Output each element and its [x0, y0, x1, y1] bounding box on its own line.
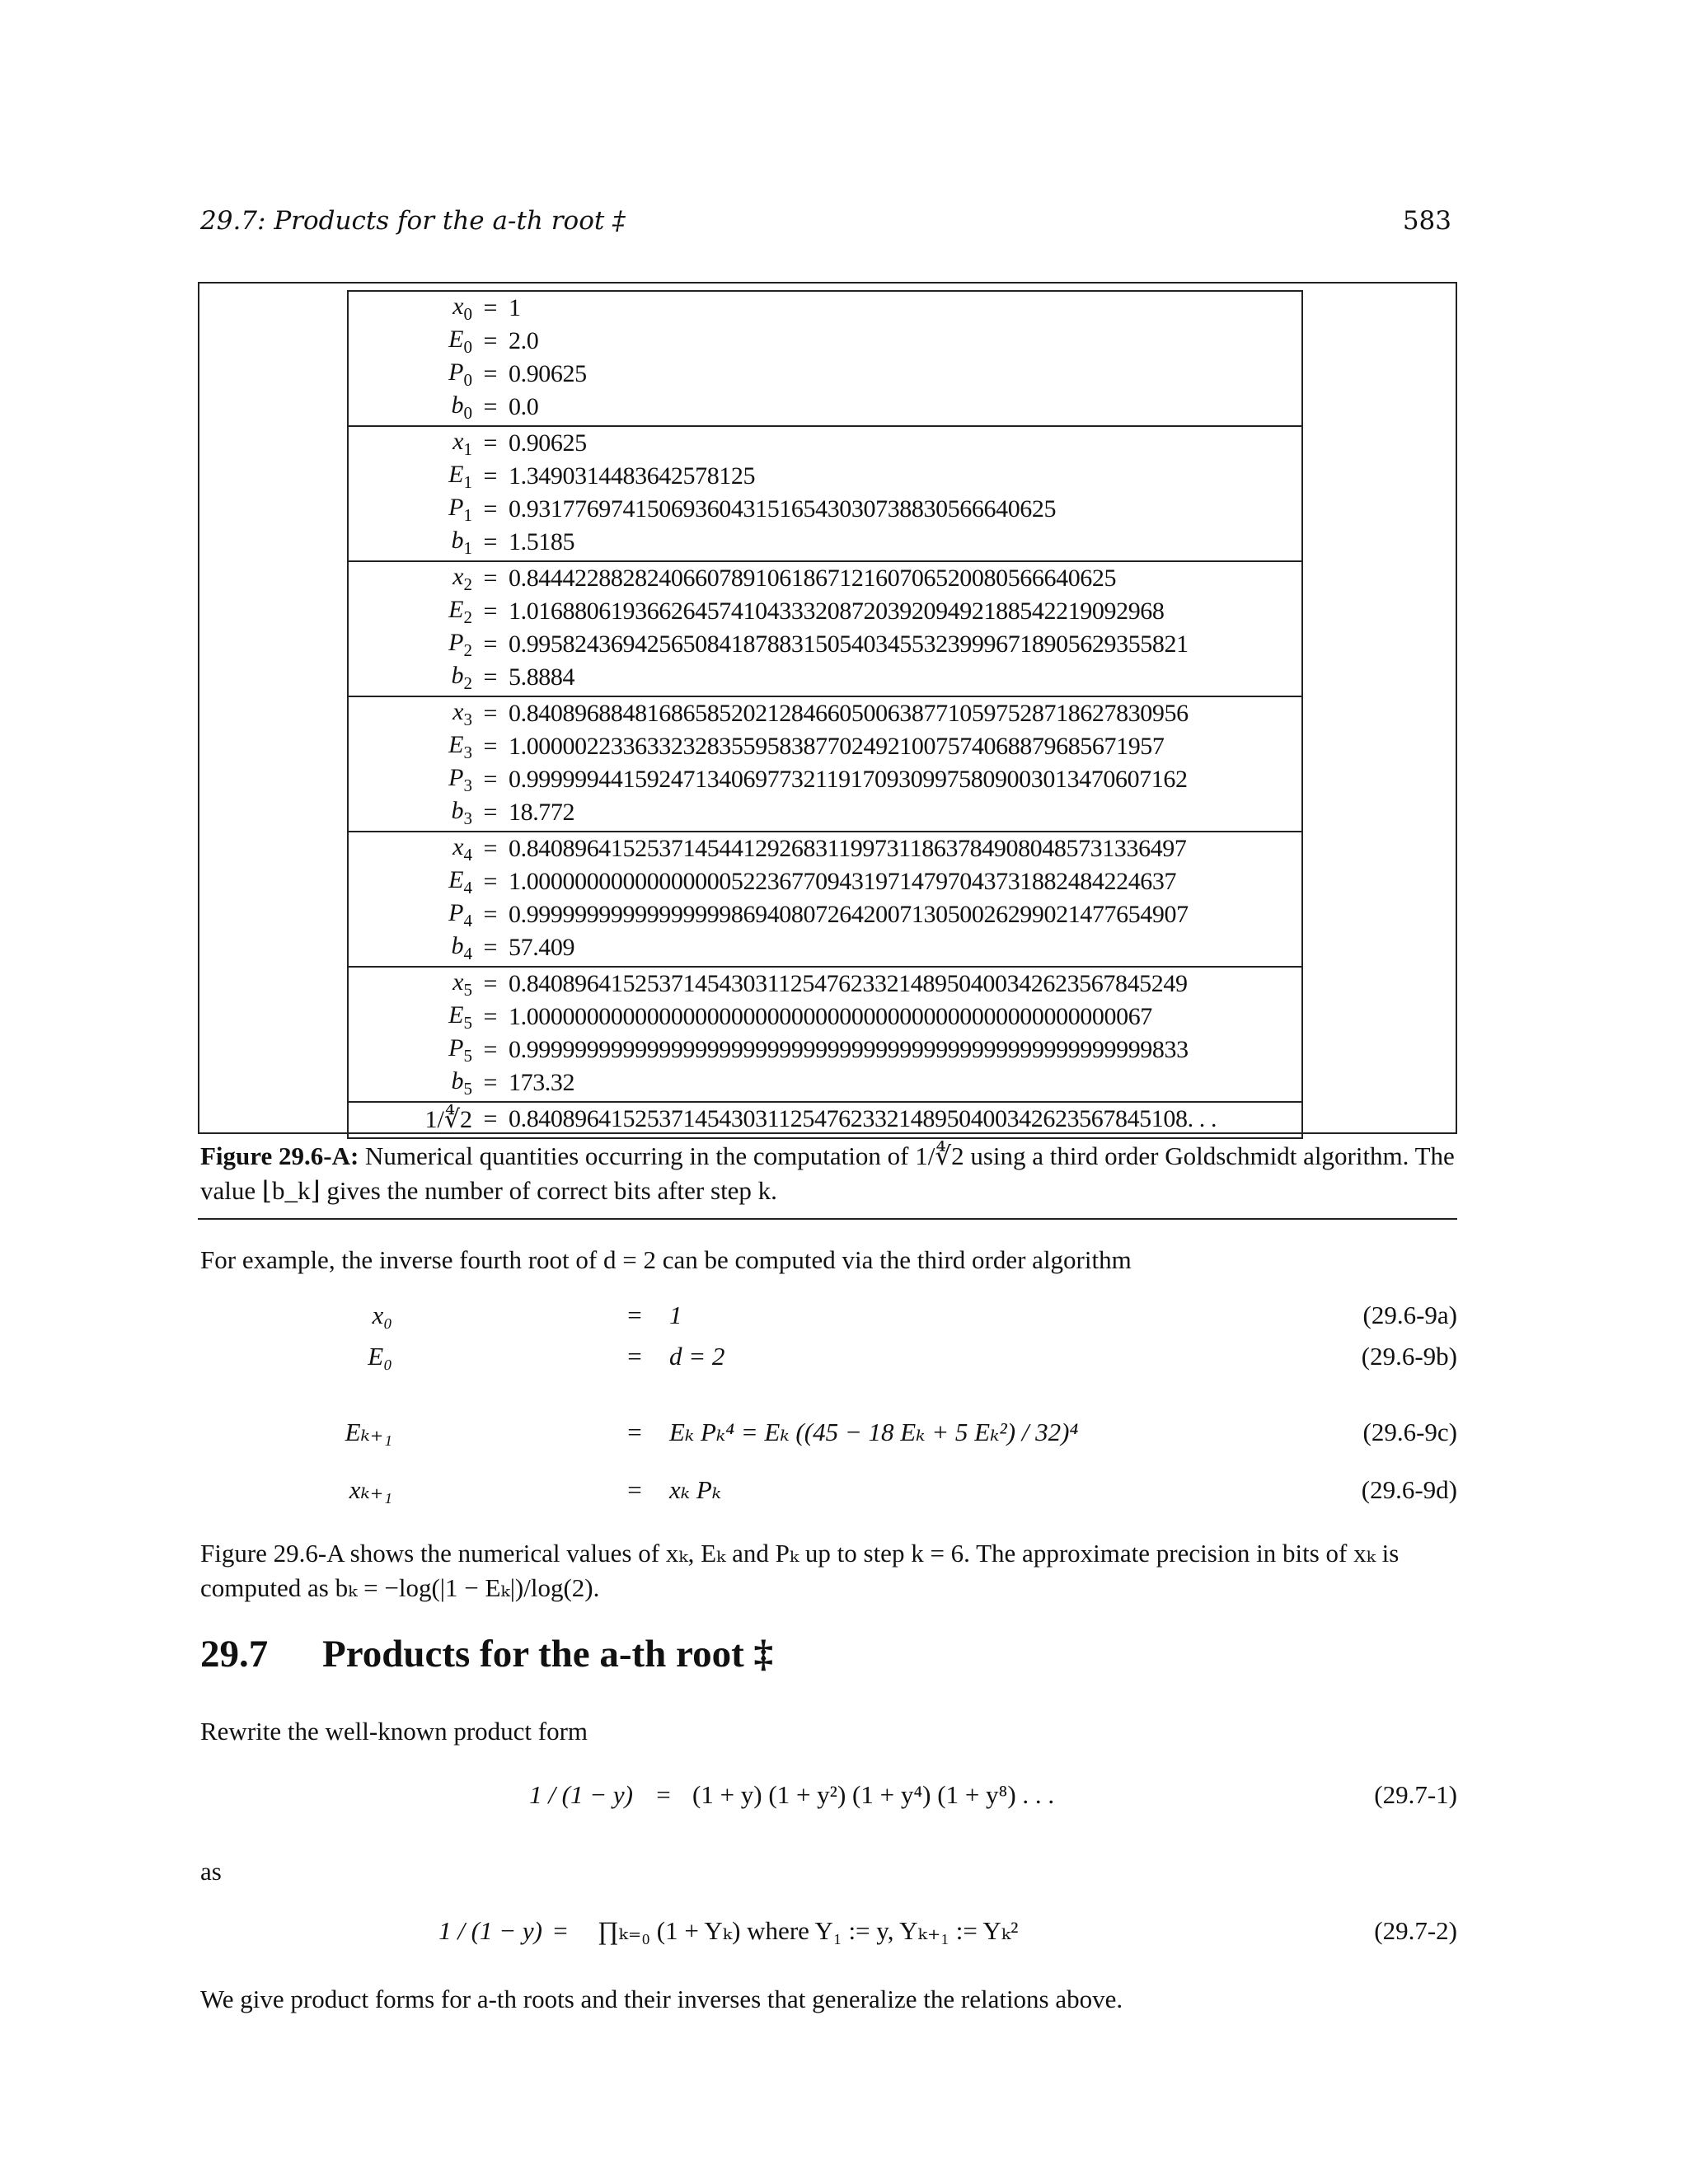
table-row [349, 595, 1301, 628]
row-lhs [349, 1067, 472, 1099]
running-header: 29.7: Products for the a-th root ‡ [200, 206, 626, 236]
row-value: 1.000000000000000005223677094319714797043731882484224637 [509, 868, 1177, 895]
row-lhs [349, 563, 472, 595]
table-row [349, 1066, 1301, 1099]
eq-lhs: 1 / (1 − y) [438, 1916, 542, 1945]
row-value: 1.00000223363323283559583877024921007574068879685671957 [509, 733, 1165, 760]
row-value: 57.409 [509, 934, 575, 961]
row-equals: = [483, 1003, 498, 1030]
row-variable: E [448, 325, 464, 353]
row-subscript: 3 [463, 742, 472, 762]
row-subscript: 4 [463, 943, 472, 963]
row-variable: P [448, 898, 464, 926]
table-group [347, 560, 1303, 696]
row-variable: x [452, 968, 464, 996]
row-variable: b [451, 1066, 464, 1094]
table-row [349, 628, 1301, 661]
table-row [349, 1033, 1301, 1066]
row-lhs [349, 968, 472, 1001]
eq-rhs: xₖ Pₖ [669, 1475, 722, 1504]
row-equals: = [483, 429, 498, 457]
row-equals: = [483, 934, 498, 961]
table-row [349, 763, 1301, 796]
row-variable: P [448, 1033, 464, 1062]
row-value: 18.772 [509, 799, 575, 826]
row-lhs [349, 797, 472, 829]
row-lhs [349, 596, 472, 628]
row-equals: = [483, 360, 498, 387]
eq-rhs: Eₖ Pₖ⁴ = Eₖ ((45 − 18 Eₖ + 5 Eₖ²) / 32)⁴ [669, 1418, 1079, 1446]
row-equals: = [483, 495, 498, 523]
paragraph-closing: We give product forms for a-th roots and their inverses that generalize the relations above. [200, 1985, 1123, 2013]
row-variable: x [452, 832, 464, 860]
row-variable: x [452, 292, 464, 320]
row-equals: = [483, 1069, 498, 1096]
row-value: 0.0 [509, 393, 539, 420]
caption-text: Numerical quantities occurring in the computation of 1/∜2 using a third order Goldschmidt algorithm. The value ⌊b_k⌋ gives the number of correct bits after step k. [200, 1141, 1455, 1205]
row-variable: b [451, 796, 464, 824]
row-lhs [349, 866, 472, 898]
row-equals: = [483, 565, 498, 592]
table-row [349, 697, 1301, 730]
table-row [349, 391, 1301, 424]
table-row [349, 730, 1301, 763]
row-lhs [349, 461, 472, 493]
table-row [349, 493, 1301, 526]
row-equals: = [483, 970, 498, 997]
row-equals: = [483, 835, 498, 862]
row-subscript: 3 [463, 775, 472, 795]
eq-number: (29.6-9d) [1361, 1475, 1457, 1504]
equation-29-6-9d [198, 1475, 1457, 1516]
eq-lhs: E₀ [368, 1342, 392, 1371]
row-value: 0.9999994415924713406977321191709309975809003013470607162 [509, 766, 1188, 793]
row-lhs [349, 1001, 472, 1033]
row-value: 1.0000000000000000000000000000000000000000000000000067 [509, 1003, 1152, 1030]
row-lhs [349, 629, 472, 661]
row-equals: = [483, 1105, 498, 1132]
row-variable: P [448, 628, 464, 656]
row-equals: = [483, 766, 498, 793]
row-value: 0.8408964152537145430311254762332148950400342623567845249 [509, 970, 1188, 997]
eq-number: (29.6-9c) [1362, 1418, 1457, 1446]
section-heading [200, 1632, 773, 1676]
figure-caption [200, 1139, 1456, 1208]
row-variable: P [448, 493, 464, 521]
equation-29-6-9b [198, 1342, 1457, 1383]
row-subscript: 2 [463, 673, 472, 693]
table-row [349, 931, 1301, 964]
row-subscript: 5 [463, 1078, 472, 1099]
table-group [347, 696, 1303, 831]
row-lhs [349, 391, 472, 424]
row-subscript: 1 [463, 504, 472, 525]
table-final-row [347, 1101, 1303, 1139]
row-variable: b [451, 391, 464, 419]
paragraph-example: For example, the inverse fourth root of d = 2 can be computed via the third order algorithm [200, 1245, 1132, 1274]
final-value: 0.8408964152537145430311254762332148950400342623567845108. . . [509, 1105, 1217, 1132]
row-subscript: 5 [463, 1012, 472, 1033]
row-equals: = [483, 327, 498, 354]
row-lhs [349, 764, 472, 796]
eq-rhs: 1 [669, 1301, 682, 1329]
row-subscript: 1 [463, 438, 472, 459]
equation-29-7-1 [198, 1780, 1457, 1821]
row-lhs [349, 428, 472, 460]
eq-rhs: d = 2 [669, 1342, 725, 1371]
row-equals: = [483, 598, 498, 625]
table-group [347, 966, 1303, 1101]
table-row [349, 898, 1301, 931]
section-title: Products for the a-th root ‡ [322, 1633, 773, 1675]
table-row [349, 562, 1301, 595]
eq-sign: = [627, 1301, 642, 1329]
table-row [349, 661, 1301, 694]
row-variable: x [452, 562, 464, 590]
table-row [349, 1001, 1301, 1033]
row-subscript: 5 [463, 979, 472, 1000]
row-lhs [349, 359, 472, 391]
eq-lhs: 1 / (1 − y) [529, 1780, 633, 1809]
row-subscript: 4 [463, 910, 472, 930]
equation-29-7-2 [198, 1916, 1457, 1957]
row-value: 1.5185 [509, 528, 575, 555]
row-lhs [349, 293, 472, 325]
row-subscript: 5 [463, 1045, 472, 1066]
table-row [349, 460, 1301, 493]
row-subscript: 2 [463, 640, 472, 660]
row-subscript: 2 [463, 574, 472, 594]
row-value: 0.8408964152537145441292683119973118637849080485731336497 [509, 835, 1187, 862]
row-lhs [349, 899, 472, 931]
row-subscript: 1 [463, 537, 472, 558]
row-subscript: 0 [463, 369, 472, 390]
row-lhs [349, 527, 472, 559]
row-equals: = [483, 393, 498, 420]
row-value: 5.8884 [509, 663, 575, 691]
table-row [349, 1103, 1301, 1136]
row-value: 0.90625 [509, 360, 587, 387]
row-subscript: 3 [463, 709, 472, 729]
word-as: as [200, 1857, 222, 1886]
row-variable: E [448, 730, 464, 758]
row-lhs [349, 1034, 472, 1066]
row-equals: = [483, 630, 498, 658]
eq-number: (29.6-9b) [1361, 1342, 1457, 1371]
row-value: 0.9958243694256508418788315054034553239996718905629355821 [509, 630, 1189, 658]
row-subscript: 0 [463, 402, 472, 423]
row-variable: x [452, 697, 464, 725]
final-lhs: 1/∜2 [424, 1105, 472, 1133]
table-group [347, 290, 1303, 425]
table-row [349, 427, 1301, 460]
table-row [349, 832, 1301, 865]
row-lhs [349, 731, 472, 763]
row-equals: = [483, 462, 498, 490]
section-number: 29.7 [200, 1633, 269, 1675]
table-row [349, 358, 1301, 391]
eq-sign: = [553, 1916, 568, 1945]
row-value: 1.01688061936626457410433320872039209492188542219092968 [509, 598, 1165, 625]
table-row [349, 292, 1301, 325]
row-value: 0.93177697415069360431516543030738830566640625 [509, 495, 1057, 523]
table-group [347, 425, 1303, 560]
row-value: 0.8408968848168658520212846605006387710597528718627830956 [509, 700, 1189, 727]
eq-sign: = [627, 1418, 642, 1446]
row-value: 1.3490314483642578125 [509, 462, 756, 490]
paragraph-precision: Figure 29.6-A shows the numerical values of xₖ, Eₖ and Pₖ up to step k = 6. The approximate precision in bits of xₖ is computed as bₖ = −log(|1 − Eₖ|)/log(2). [200, 1539, 1400, 1602]
eq-sign: = [627, 1475, 642, 1504]
eq-lhs: Eₖ₊₁ [345, 1418, 392, 1446]
row-subscript: 4 [463, 844, 472, 865]
equation-29-6-9c [198, 1418, 1457, 1459]
row-lhs [349, 932, 472, 964]
row-value: 0.9999999999999999999999999999999999999999999999999999833 [509, 1036, 1189, 1063]
row-equals: = [483, 799, 498, 826]
row-equals: = [483, 733, 498, 760]
row-equals: = [483, 868, 498, 895]
page-number: 583 [1402, 206, 1451, 236]
row-value: 0.8444228828240660789106186712160706520080566640625 [509, 565, 1117, 592]
figure-rule [198, 1218, 1457, 1220]
figure-table [347, 290, 1303, 1139]
row-value: 173.32 [509, 1069, 575, 1096]
eq-sign: = [627, 1342, 642, 1371]
eq-rhs: ∏ₖ₌₀ (1 + Yₖ) where Y₁ := y, Yₖ₊₁ := Yₖ² [598, 1916, 1019, 1945]
row-lhs [349, 833, 472, 865]
row-equals: = [483, 294, 498, 321]
caption-label: Figure 29.6-A: [200, 1141, 359, 1170]
row-subscript: 1 [463, 471, 472, 492]
eq-number: (29.6-9a) [1362, 1301, 1457, 1329]
row-equals: = [483, 528, 498, 555]
table-row [349, 526, 1301, 559]
row-variable: E [448, 865, 464, 893]
row-value: 0.9999999999999999986940807264200713050026299021477654907 [509, 901, 1189, 928]
eq-rhs: (1 + y) (1 + y²) (1 + y⁴) (1 + y⁸) . . . [692, 1780, 1055, 1809]
table-row [349, 968, 1301, 1001]
row-lhs [349, 662, 472, 694]
row-subscript: 0 [463, 336, 472, 357]
row-equals: = [483, 901, 498, 928]
row-variable: E [448, 460, 464, 488]
row-variable: b [451, 931, 464, 959]
table-row [349, 325, 1301, 358]
row-variable: E [448, 1001, 464, 1029]
row-variable: b [451, 526, 464, 554]
row-lhs [349, 494, 472, 526]
row-value: 1 [509, 294, 521, 321]
row-variable: E [448, 595, 464, 623]
row-variable: P [448, 763, 464, 791]
row-variable: P [448, 358, 464, 386]
row-variable: x [452, 427, 464, 455]
equation-29-6-9a [198, 1301, 1457, 1342]
row-subscript: 0 [463, 303, 472, 324]
row-equals: = [483, 1036, 498, 1063]
row-subscript: 2 [463, 607, 472, 627]
row-subscript: 3 [463, 808, 472, 828]
table-group [347, 831, 1303, 966]
eq-lhs: xₖ₊₁ [349, 1475, 392, 1504]
eq-number: (29.7-2) [1374, 1916, 1457, 1945]
paragraph-rewrite: Rewrite the well-known product form [200, 1717, 588, 1746]
row-variable: b [451, 661, 464, 689]
row-subscript: 4 [463, 877, 472, 898]
row-equals: = [483, 700, 498, 727]
row-lhs [349, 698, 472, 730]
eq-number: (29.7-1) [1374, 1780, 1457, 1809]
row-value: 0.90625 [509, 429, 587, 457]
row-value: 2.0 [509, 327, 539, 354]
table-row [349, 796, 1301, 829]
eq-lhs: x₀ [372, 1301, 392, 1329]
row-equals: = [483, 663, 498, 691]
table-row [349, 865, 1301, 898]
eq-sign: = [656, 1780, 671, 1809]
row-lhs [349, 326, 472, 358]
